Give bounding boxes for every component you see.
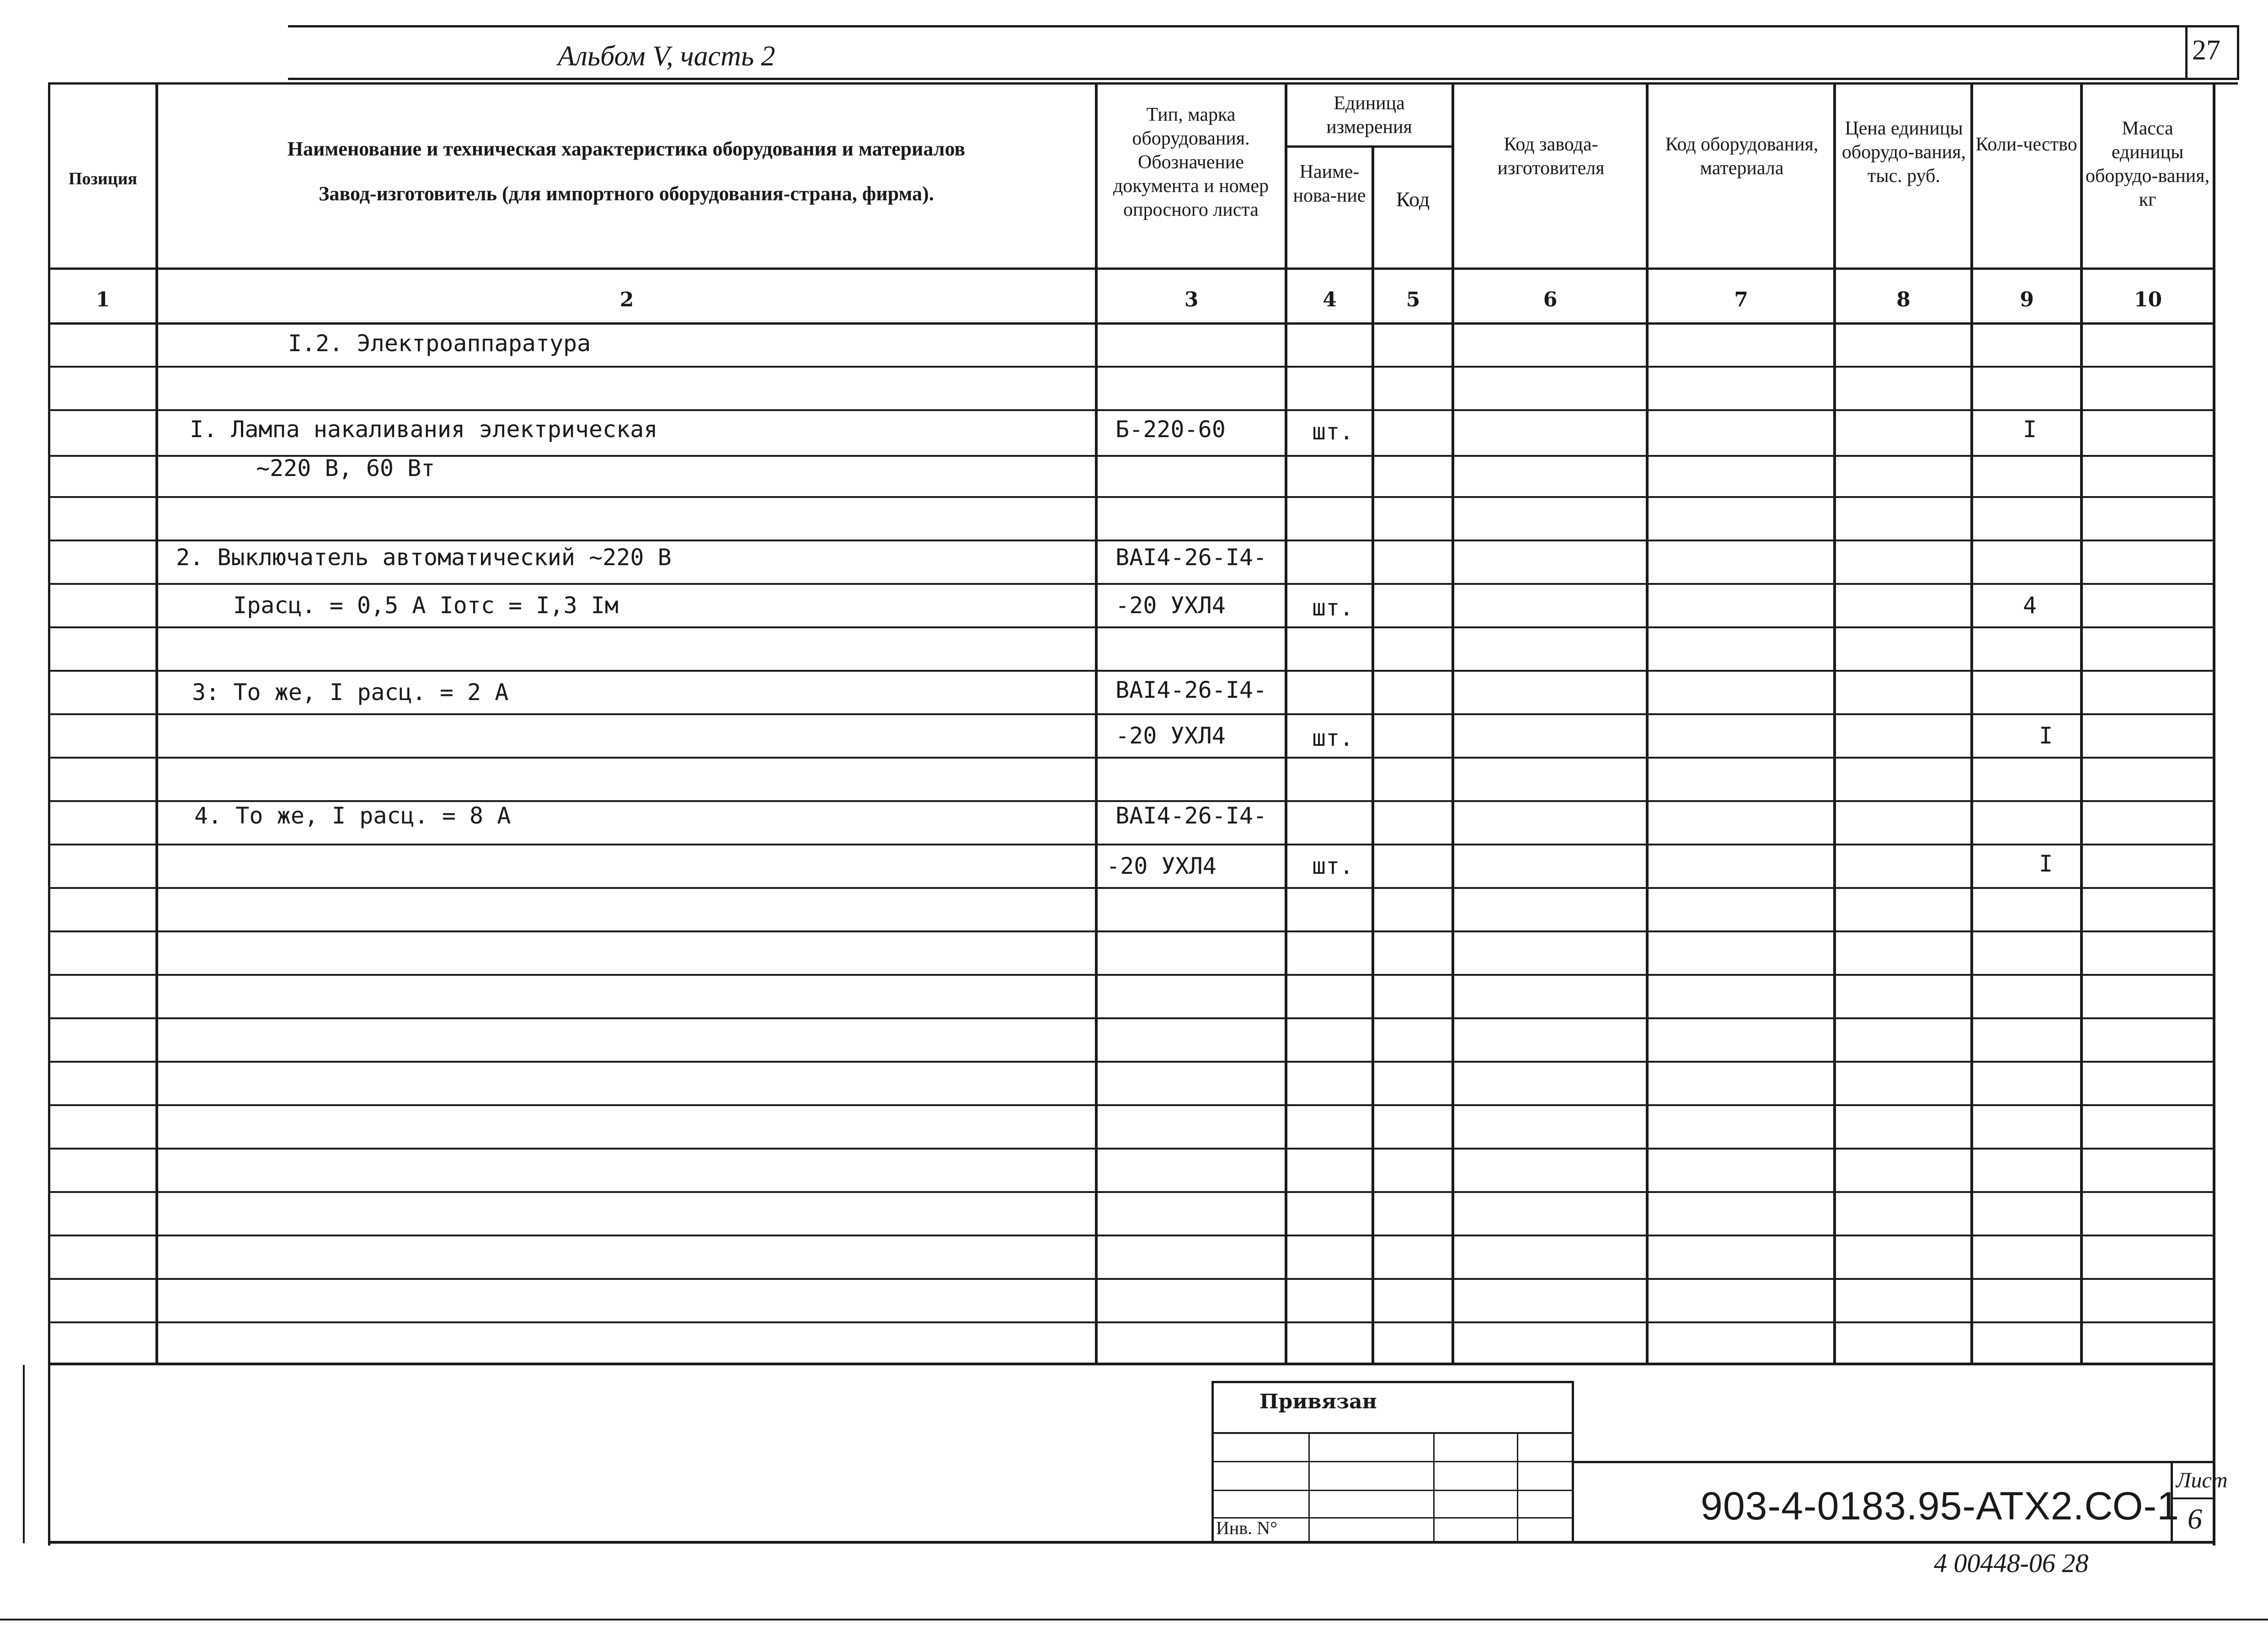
row-line: [48, 844, 2215, 845]
col-sep-2: [1095, 82, 1098, 1363]
table-bottom: [48, 1363, 2215, 1365]
item-3-type2: -20 УХЛ4: [1115, 722, 1226, 749]
colnum-5: 5: [1406, 288, 1420, 311]
col-sep-3: [1285, 82, 1287, 1363]
colnum-bottom: [48, 322, 2215, 325]
row-line: [48, 930, 2215, 932]
col3-title: Тип, марка оборудования. Обозначение документа и номер опросного листа: [1113, 104, 1269, 220]
row-line: [48, 800, 2215, 802]
item-1-line1: I. Лампа накаливания электрическая: [190, 416, 658, 443]
row-line: [48, 366, 2215, 368]
row-line: [48, 1148, 2215, 1150]
footer-note: 4 00448-06 28: [1934, 1548, 2089, 1578]
sheet-number: 6: [2188, 1503, 2202, 1535]
frame-top: [48, 82, 2238, 85]
stamp-row: [1211, 1461, 1573, 1462]
item-2-unit: шт.: [1312, 594, 1354, 621]
page-number-box-left: [2185, 25, 2188, 80]
section-title: I.2. Электроаппаратура: [288, 330, 591, 357]
col4-title: Наиме-нова-ние: [1293, 161, 1366, 206]
stamp-sep: [1433, 1432, 1435, 1542]
stamp-sep: [1308, 1432, 1310, 1542]
col-sep-8: [1970, 82, 1973, 1363]
row-line: [48, 713, 2215, 715]
row-line: [48, 626, 2215, 628]
colnum-3: 3: [1184, 288, 1199, 311]
row-line: [48, 583, 2215, 585]
frame-left-outer: [23, 1365, 25, 1543]
col-sep-1: [155, 82, 158, 1363]
page-number-top: 27: [2192, 35, 2220, 66]
stamp-row: [1211, 1432, 1573, 1434]
row-line: [48, 1235, 2215, 1236]
item-1-qty: I: [2023, 416, 2037, 443]
privyazan-label: Привязан: [1259, 1390, 1377, 1413]
row-line: [48, 496, 2215, 498]
stamp-top: [1211, 1381, 1573, 1383]
colnum-7: 7: [1734, 288, 1748, 311]
col-sep-4: [1371, 145, 1374, 1364]
item-2-type1: ВАI4-26-I4-: [1115, 544, 1267, 571]
item-2-type2: -20 УХЛ4: [1115, 592, 1226, 619]
item-1-unit: шт.: [1312, 418, 1354, 445]
item-3-type1: ВАI4-26-I4-: [1115, 677, 1267, 703]
col2-title: Наименование и техническая характеристика оборудования и материалов: [287, 138, 966, 160]
col1-title: Позиция: [68, 169, 138, 188]
item-3-unit: шт.: [1312, 725, 1354, 751]
item-1-type: Б-220-60: [1115, 416, 1226, 443]
colnum-9: 9: [2020, 288, 2034, 311]
unit-group-title: Единица измерения: [1326, 93, 1412, 138]
col10-title: Масса единицы оборудо-вания, кг: [2085, 118, 2210, 210]
inv-label: Инв. N°: [1216, 1518, 1278, 1538]
row-line: [48, 670, 2215, 672]
row-line: [48, 1278, 2215, 1280]
album-label: Альбом V, часть 2: [558, 41, 775, 72]
item-1-line2: ~220 В, 60 Вт: [256, 455, 435, 481]
stamp-left: [1211, 1381, 1214, 1543]
col6-title: Код завода-изготовителя: [1497, 134, 1605, 179]
row-line: [48, 1017, 2215, 1019]
item-4-qty: I: [2039, 850, 2053, 877]
item-2-line2: Iрасц. = 0,5 А Iотс = I,3 Iм: [233, 592, 619, 619]
colnum-4: 4: [1323, 288, 1337, 311]
page-bottom-line: [0, 1619, 2268, 1620]
header-bottom: [48, 267, 2215, 270]
colnum-6: 6: [1543, 288, 1558, 311]
col-sep-6: [1646, 82, 1649, 1363]
sheet-label: Лист: [2176, 1468, 2228, 1492]
col-sep-7: [1833, 82, 1836, 1363]
colnum-8: 8: [1896, 288, 1910, 311]
col7-title: Код оборудования, материала: [1665, 134, 1819, 179]
col2-title-line2: Завод-изготовитель (для импортного оборудования-страна, фирма).: [319, 182, 934, 205]
colnum-1: 1: [96, 288, 110, 311]
stamp-row: [1211, 1490, 1573, 1491]
page-number-box-right: [2237, 25, 2239, 80]
unit-group-divider: [1285, 145, 1452, 148]
colnum-2: 2: [619, 288, 634, 311]
item-4-type1: ВАI4-26-I4-: [1115, 802, 1267, 829]
colnum-10: 10: [2134, 288, 2162, 311]
col5-title: Код: [1396, 187, 1430, 211]
document-code: 903-4-0183.95-АТХ2.СО-1: [1701, 1484, 2179, 1528]
stamp-sep: [1517, 1432, 1518, 1542]
row-line: [48, 757, 2215, 759]
row-line: [48, 974, 2215, 976]
item-4-line1: 4. То же, I расц. = 8 А: [194, 802, 511, 829]
row-line: [48, 1191, 2215, 1193]
row-line: [48, 1321, 2215, 1323]
item-3-qty: I: [2039, 722, 2053, 749]
row-line: [48, 887, 2215, 889]
item-3-line1: 3: То же, I расц. = 2 А: [192, 679, 509, 706]
col-sep-5: [1452, 82, 1454, 1363]
frame-bottom: [48, 1541, 2215, 1544]
row-line: [48, 1061, 2215, 1063]
row-line: [48, 1104, 2215, 1106]
row-line: [48, 409, 2215, 411]
item-2-qty: 4: [2023, 592, 2037, 619]
item-4-unit: шт.: [1312, 853, 1354, 879]
item-2-line1: 2. Выключатель автоматический ~220 В: [176, 544, 672, 571]
header-line: [288, 78, 2238, 80]
top-border: [288, 25, 2238, 27]
title-block-top: [1573, 1461, 2215, 1463]
row-line: [48, 540, 2215, 541]
col8-title: Цена единицы оборудо-вания, тыс. руб.: [1841, 118, 1966, 187]
item-4-type2: -20 УХЛ4: [1106, 853, 1217, 879]
col9-title: Коли-чество: [1975, 134, 2077, 155]
col-sep-9: [2080, 82, 2083, 1363]
